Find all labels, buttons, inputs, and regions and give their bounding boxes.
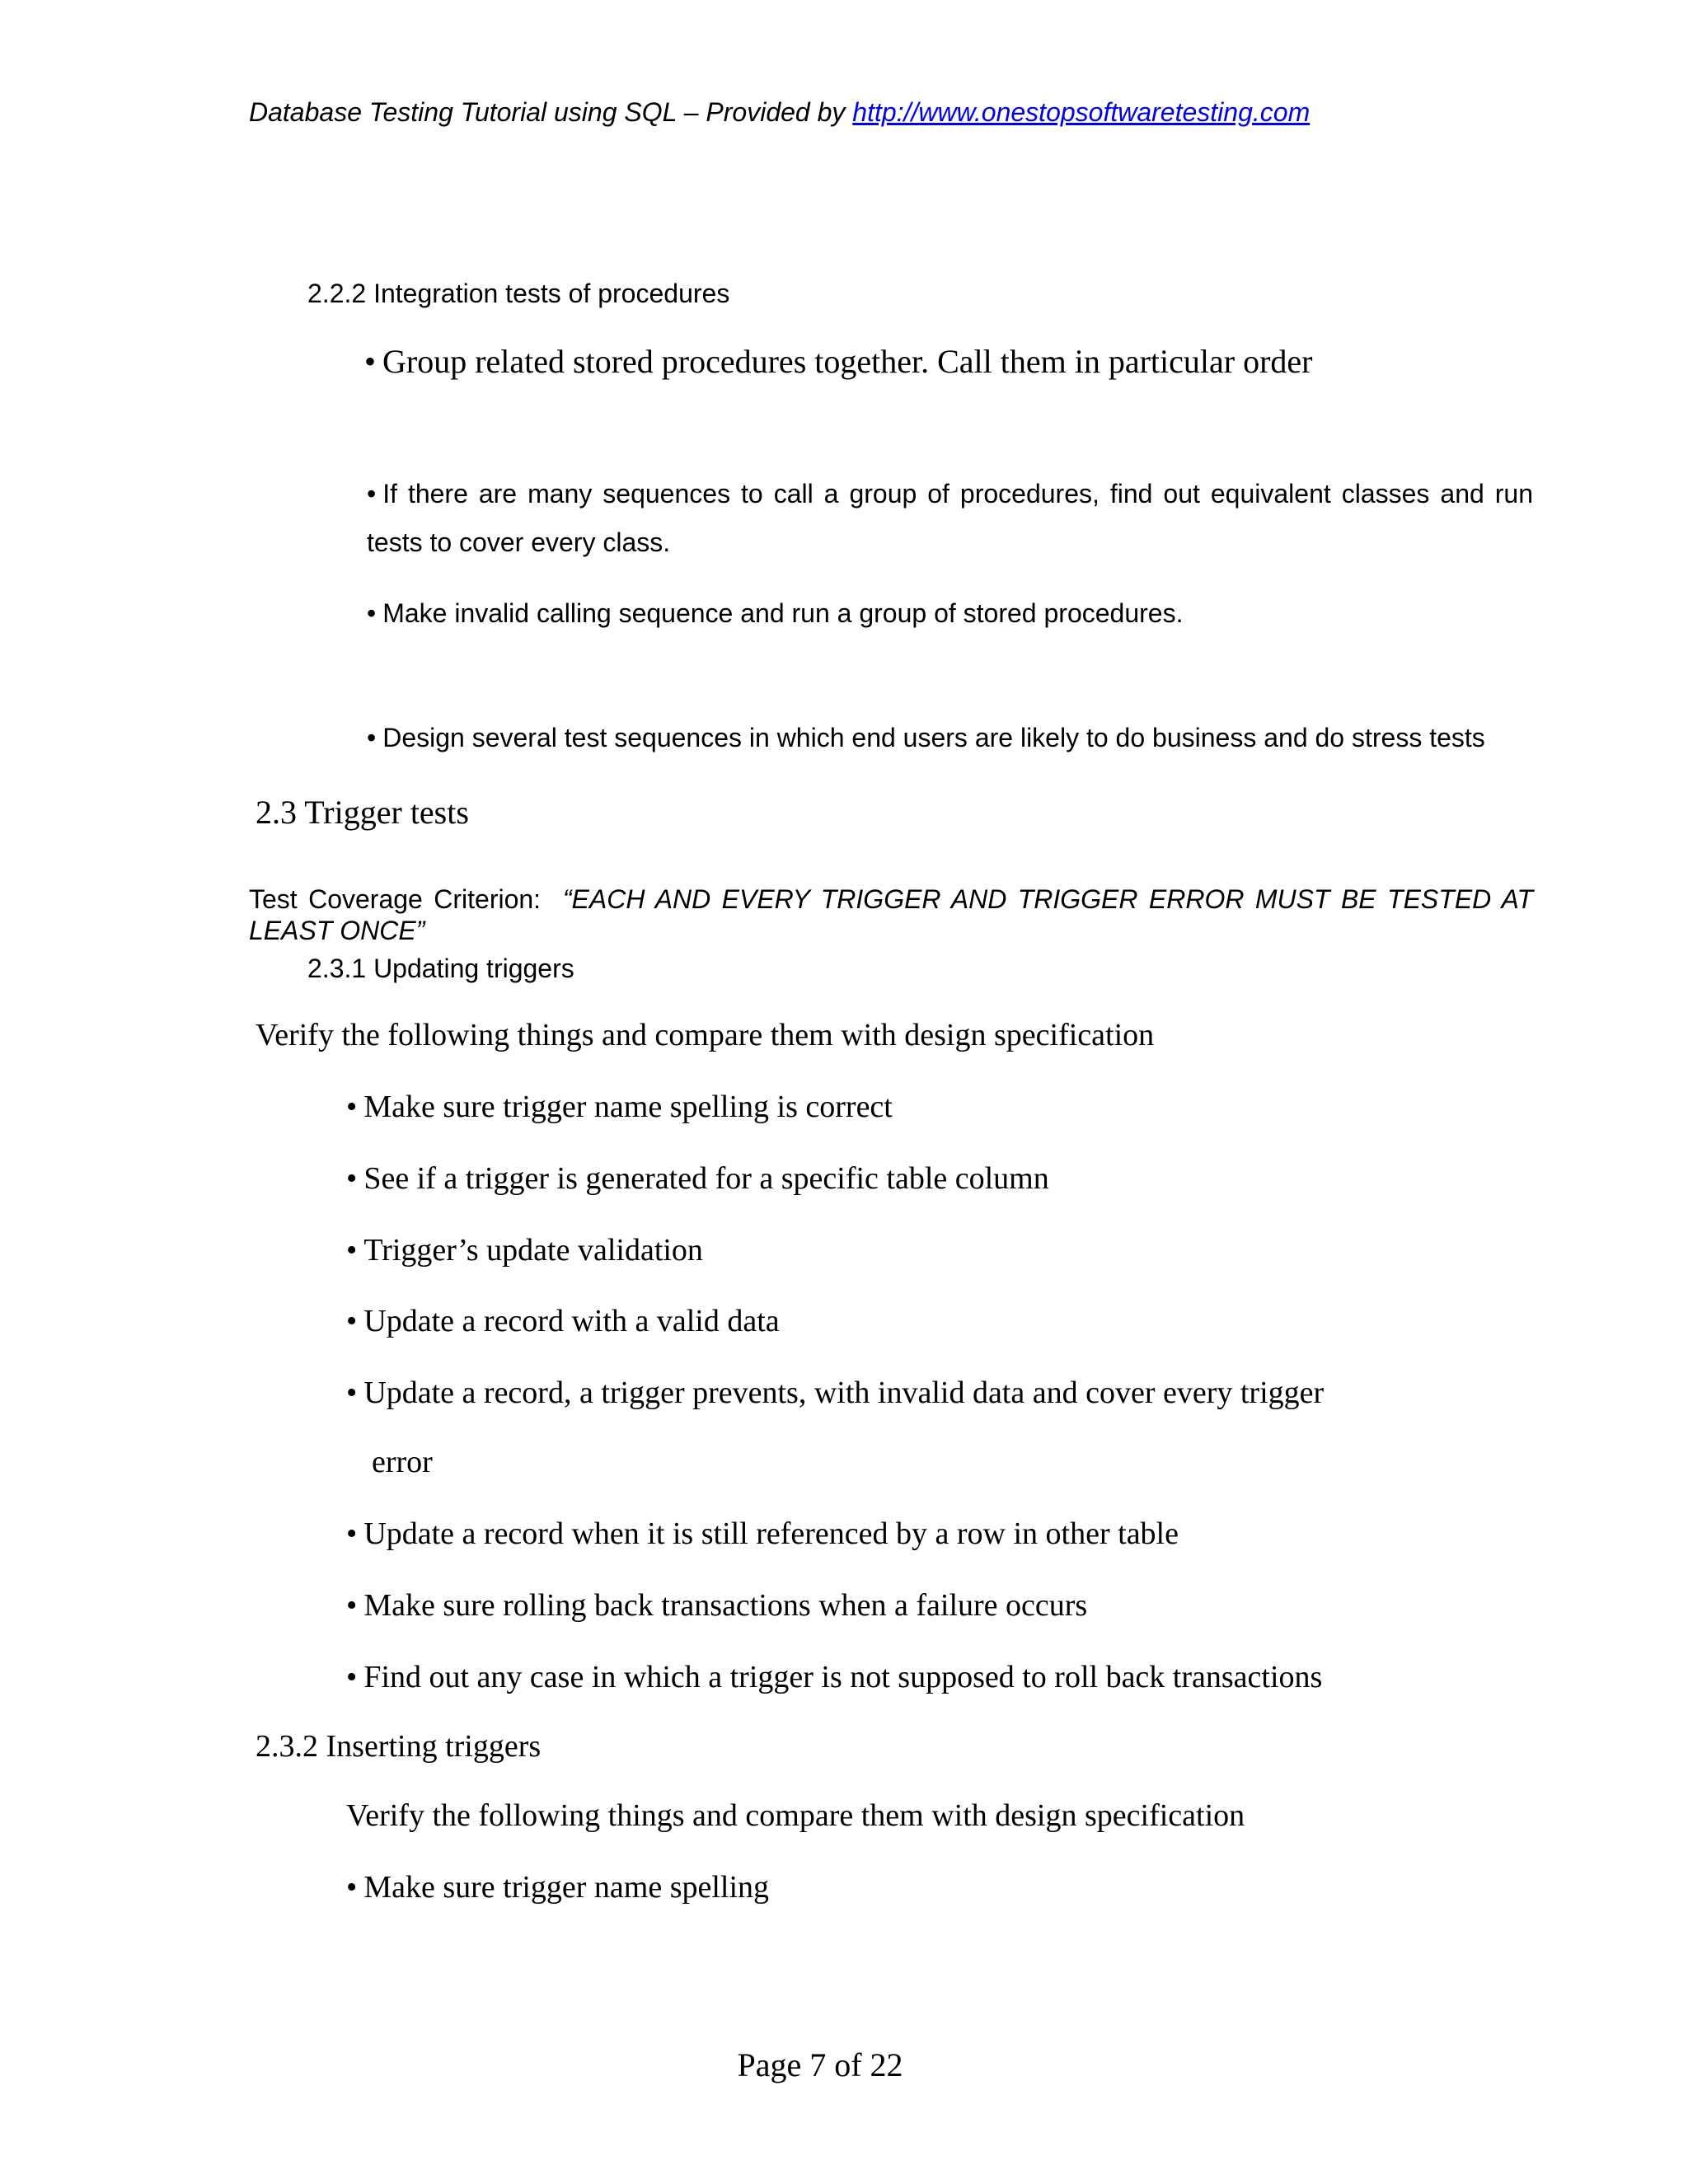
header-text: Database Testing Tutorial using SQL – Provided by: [249, 97, 853, 127]
coverage-criterion: [249, 883, 1533, 946]
list-item-continuation: error: [372, 1445, 433, 1479]
bullet-icon: •: [364, 343, 377, 380]
list-item-text: Update a record when it is still referenced by a row in other table: [363, 1516, 1179, 1551]
list-item: [346, 1587, 1087, 1624]
list-item-text: Update a record with a valid data: [363, 1304, 780, 1338]
bullet-icon: •: [346, 1161, 358, 1196]
bullet-icon: •: [346, 1588, 358, 1623]
header-link[interactable]: http://www.onestopsoftwaretesting.com: [852, 97, 1311, 127]
list-item-text: Find out any case in which a trigger is not supposed to roll back transactions: [363, 1660, 1323, 1694]
page-number: Page 7 of 22: [737, 2046, 903, 2083]
list-item-text: Design several test sequences in which end users are likely to do business and do stress tests: [382, 723, 1485, 752]
bullet-icon: •: [367, 723, 377, 752]
list-item-text: Make invalid calling sequence and run a group of stored procedures.: [382, 598, 1184, 628]
list-item: [346, 1232, 703, 1268]
list-item-text: Make sure trigger name spelling: [363, 1870, 770, 1905]
list-item: [346, 1303, 780, 1339]
list-item-text: Update a record, a trigger prevents, with invalid data and cover every trigger: [363, 1376, 1325, 1410]
list-item: [346, 1089, 893, 1125]
section-heading-2-3-2: 2.3.2 Inserting triggers: [256, 1729, 542, 1764]
bullet-icon: •: [346, 1870, 358, 1905]
list-item: [367, 470, 1533, 567]
section-heading-2-3-1: 2.3.1 Updating triggers: [307, 954, 574, 983]
criterion-text: “EACH AND EVERY TRIGGER AND TRIGGER ERROR MUST BE TESTED AT LEAST ONCE”: [249, 884, 1533, 945]
bullet-icon: •: [367, 598, 377, 628]
list-item: [346, 1160, 1049, 1197]
section-intro: Verify the following things and compare them with design specification: [256, 1018, 1155, 1052]
page-header: [249, 97, 1310, 128]
section-heading-2-2-2: 2.2.2 Integration tests of procedures: [307, 279, 730, 308]
list-item-text: Make sure rolling back transactions when a failure occurs: [363, 1588, 1088, 1623]
list-item: [346, 1869, 769, 1905]
list-item-text: See if a trigger is generated for a specific table column: [363, 1161, 1049, 1196]
list-item: [367, 714, 1533, 762]
section-intro: Verify the following things and compare them with design specification: [346, 1798, 1245, 1833]
list-item: [367, 598, 1183, 629]
bullet-icon: •: [367, 479, 377, 509]
list-item: [364, 342, 1313, 381]
bullet-icon: •: [346, 1516, 358, 1551]
bullet-icon: •: [346, 1376, 358, 1410]
list-item-text: Make sure trigger name spelling is correct: [363, 1090, 893, 1124]
bullet-icon: •: [346, 1233, 358, 1268]
list-item-text: Trigger’s update validation: [363, 1233, 703, 1268]
list-item-text: Group related stored procedures together. Call them in particular order: [382, 343, 1313, 380]
criterion-label: Test Coverage Criterion:: [249, 884, 542, 914]
bullet-icon: •: [346, 1304, 358, 1338]
list-item-text: If there are many sequences to call a group of procedures, find out equivalent classes and run tests to cover every class.: [367, 479, 1533, 557]
section-heading-2-3: 2.3 Trigger tests: [256, 794, 469, 831]
list-item: [346, 1375, 1324, 1411]
list-item: [346, 1659, 1322, 1695]
bullet-icon: •: [346, 1090, 358, 1124]
list-item: [346, 1516, 1179, 1552]
bullet-icon: •: [346, 1660, 358, 1694]
